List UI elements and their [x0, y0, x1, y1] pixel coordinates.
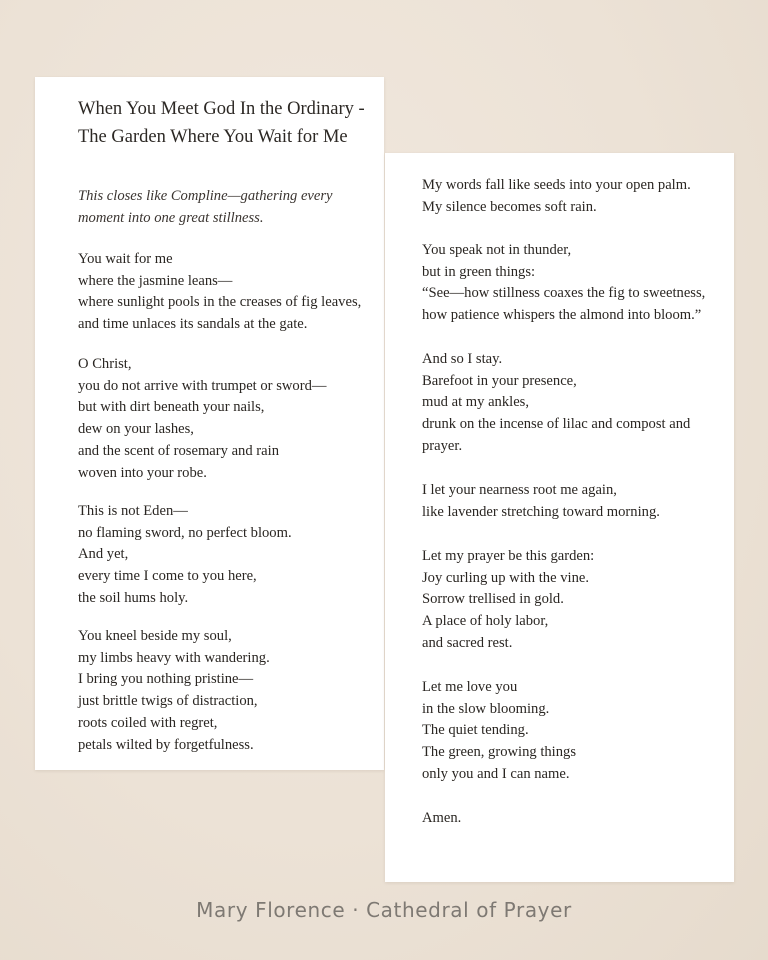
poem-line: Amen. — [422, 810, 462, 826]
poem-line: A place of holy labor, — [422, 613, 549, 630]
stanza — [422, 349, 690, 458]
stanza — [78, 249, 361, 336]
poem-line: This is not Eden— — [78, 503, 188, 519]
poem-line: where sunlight pools in the creases of fig leaves, — [78, 294, 362, 311]
stanza — [78, 354, 326, 484]
poem-line: drunk on the incense of lilac and compost and — [422, 416, 691, 433]
poem-line: and the scent of rosemary and rain — [78, 442, 279, 459]
stanza — [422, 677, 576, 786]
poem-line: Let my prayer be this garden: — [422, 548, 595, 564]
poem-line: The quiet tending. — [422, 722, 529, 739]
poem-line: and sacred rest. — [422, 634, 513, 651]
poem-line: Barefoot in your presence, — [422, 372, 577, 389]
poem-line: but with dirt beneath your nails, — [78, 399, 265, 416]
poem-line: the soil hums holy. — [78, 589, 189, 606]
poem-line: and time unlaces its sandals at the gate. — [78, 316, 308, 333]
stanza — [422, 480, 660, 523]
poem-line: You wait for me — [78, 251, 173, 267]
poem-line: like lavender stretching toward morning. — [422, 503, 660, 520]
poem-line: prayer. — [422, 437, 463, 454]
poem-line: where the jasmine leans— — [78, 272, 233, 289]
poem-line: I bring you nothing pristine— — [78, 671, 254, 688]
poem-line: You speak not in thunder, — [422, 242, 572, 258]
poem-line: Let me love you — [422, 679, 518, 695]
poem-line: O Christ, — [78, 356, 132, 372]
poem-line: how patience whispers the almond into bloom.” — [422, 307, 702, 324]
poem-line: I let your nearness root me again, — [422, 482, 617, 498]
poem-line: Sorrow trellised in gold. — [422, 591, 564, 608]
poem-title: When You Meet God In the Ordinary - The Garden Where You Wait for Me — [78, 99, 365, 147]
poem-line: Joy curling up with the vine. — [422, 569, 589, 586]
author-credit: Mary Florence · Cathedral of Prayer — [196, 898, 572, 922]
poem-line: just brittle twigs of distraction, — [78, 693, 258, 710]
poem-line: only you and I can name. — [422, 765, 570, 782]
poem-line: mud at my ankles, — [422, 394, 530, 411]
poem-line: You kneel beside my soul, — [78, 628, 232, 644]
poem-line: no flaming sword, no perfect bloom. — [78, 524, 292, 541]
poem-line: every time I come to you here, — [78, 568, 257, 585]
poem-line: but in green things: — [422, 263, 536, 280]
poem-subtitle: This closes like Compline—gathering every moment into one great stillness. — [78, 188, 333, 226]
stanza — [78, 501, 292, 610]
poem-line: And yet, — [78, 546, 129, 563]
poem-line: woven into your robe. — [78, 464, 207, 481]
poem-line: dew on your lashes, — [78, 421, 194, 438]
stanza — [422, 175, 691, 218]
poem-line: you do not arrive with trumpet or sword— — [78, 377, 327, 394]
stanza — [422, 546, 594, 655]
poem-line: And so I stay. — [422, 351, 503, 367]
poem-line: my limbs heavy with wandering. — [78, 649, 270, 666]
poem-line: My words fall like seeds into your open palm. — [422, 177, 691, 193]
poem-line: petals wilted by forgetfulness. — [78, 736, 254, 753]
poem-line: in the slow blooming. — [422, 700, 550, 717]
poem-line: My silence becomes soft rain. — [422, 198, 597, 215]
stanza — [422, 808, 461, 830]
poem-line: roots coiled with regret, — [78, 714, 218, 731]
poem-line: The green, growing things — [422, 744, 577, 761]
poem-line: “See—how stillness coaxes the fig to sweetness, — [422, 285, 706, 302]
stanza — [422, 240, 705, 327]
stanza — [78, 626, 270, 756]
